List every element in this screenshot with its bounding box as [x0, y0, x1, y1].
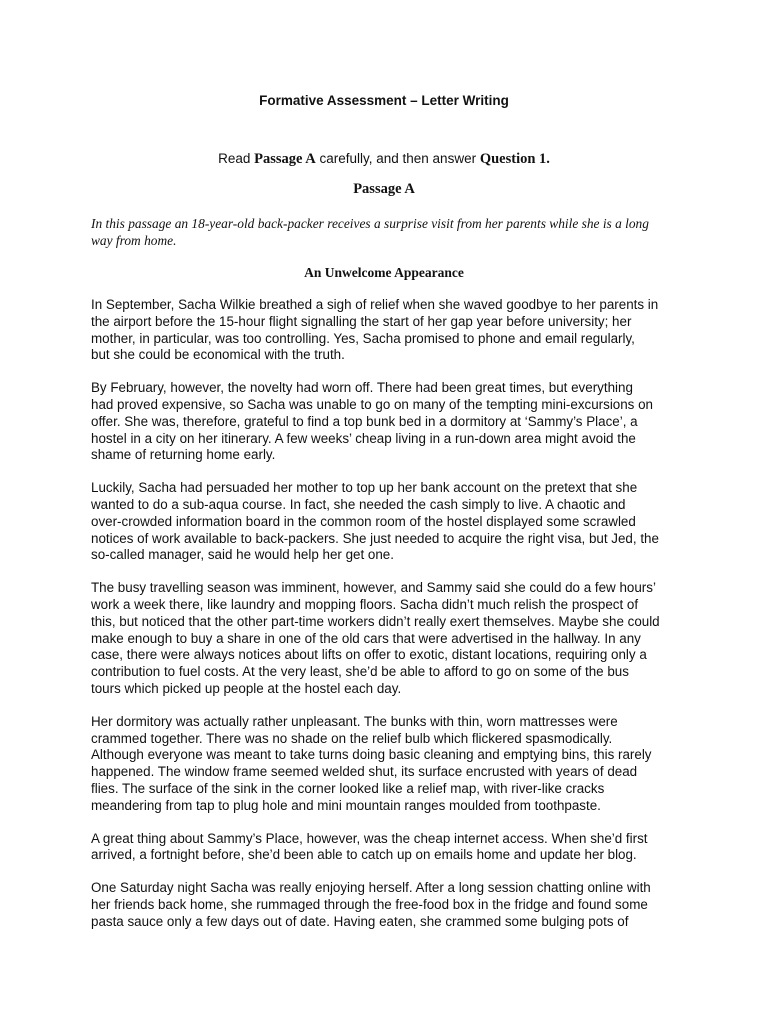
story-body [91, 297, 691, 947]
paragraph [91, 580, 691, 698]
text-line: One Saturday night Sacha was really enjoying herself. After a long session chatting online with [91, 880, 651, 896]
question-reference: Question 1. [479, 151, 550, 167]
text-line: the airport before the 15-hour flight signalling the start of her gap year before university; her [91, 313, 632, 329]
text-line: Her dormitory was actually rather unpleasant. The bunks with thin, worn mattresses were [91, 713, 618, 729]
document-title: Formative Assessment – Letter Writing [259, 93, 509, 108]
instruction-text-middle: carefully, and then answer [315, 151, 480, 166]
text-line: her friends back home, she rummaged through the free-food box in the fridge and found some [91, 896, 648, 912]
text-line: crammed together. There was no shade on the relief bulb which flickered spasmodically. [91, 730, 613, 746]
text-line: tours which picked up people at the hostel each day. [91, 680, 402, 696]
text-line: In September, Sacha Wilkie breathed a sigh of relief when she waved goodbye to her parents in [91, 297, 659, 312]
text-line: case, there were always notices about lifts on offer to exotic, distant locations, requiring only a [91, 647, 647, 663]
instruction-text-start: Read [218, 151, 255, 166]
passage-reference: Passage A [254, 151, 316, 167]
text-line: arrived, a fortnight before, she’d been able to catch up on emails home and update her blog. [91, 847, 637, 863]
text-line: wanted to do a sub-aqua course. In fact, she needed the cash simply to live. A chaotic and [91, 496, 626, 512]
text-line: so-called manager, said he would help her get one. [91, 547, 394, 563]
intro-line: way from home. [91, 233, 177, 248]
paragraph [91, 380, 691, 464]
text-line: happened. The window frame seemed welded shut, its surface encrusted with years of dead [91, 764, 638, 780]
paragraph [91, 480, 691, 564]
text-line: make enough to buy a share in one of the old cars that were advertised in the hallway. In any [91, 630, 641, 646]
text-line: meandering from tap to plug hole and mini mountain ranges moulded from toothpaste. [91, 797, 601, 813]
text-line: flies. The surface of the sink in the corner looked like a relief map, with river-like cracks [91, 780, 605, 796]
story-title: An Unwelcome Appearance [304, 265, 464, 280]
text-line: had proved expensive, so Sacha was unable to go on many of the tempting mini-excursions on [91, 396, 653, 412]
paragraph [91, 880, 691, 930]
text-line: hostel in a city on her itinerary. A few weeks’ cheap living in a run-down area might avoid the [91, 430, 636, 446]
text-line: A great thing about Sammy’s Place, however, was the cheap internet access. When she’d first [91, 830, 648, 846]
paragraph [91, 714, 691, 815]
text-line: offer. She was, therefore, grateful to find a top bunk bed in a dormitory at ‘Sammy’s Place’, a [91, 413, 638, 429]
text-line: pasta sauce only a few days out of date. Having eaten, she crammed some bulging pots of [91, 913, 629, 929]
text-line: over-crowded information board in the common room of the hostel displayed some scrawled [91, 513, 636, 529]
text-line: By February, however, the novelty had worn off. There had been great times, but everything [91, 380, 633, 396]
text-line: contribution to fuel costs. At the very least, she’d be able to afford to go on some of the bus [91, 664, 629, 680]
paragraph [91, 831, 691, 865]
passage-label: Passage A [353, 181, 415, 197]
paragraph [91, 297, 691, 364]
text-line: The busy travelling season was imminent, however, and Sammy said she could do a few hours’ [91, 580, 656, 596]
text-line: Luckily, Sacha had persuaded her mother to top up her bank account on the pretext that she [91, 480, 638, 496]
instruction-line [0, 150, 768, 168]
intro-line: In this passage an 18-year-old back-packer receives a surprise visit from her parents while she is a long [91, 216, 649, 231]
passage-intro [91, 215, 681, 249]
text-line: work a week there, like laundry and mopping floors. Sacha didn’t much relish the prospect of [91, 596, 639, 612]
text-line: Although everyone was meant to take turns doing basic cleaning and emptying bins, this rarely [91, 747, 652, 763]
text-line: mother, in particular, was too controlling. Yes, Sacha promised to phone and email regularly, [91, 330, 635, 346]
text-line: notices of work available to back-packers. She just needed to acquire the right visa, but Jed, the [91, 530, 659, 546]
text-line: shame of returning home early. [91, 447, 276, 463]
text-line: but she could be economical with the truth. [91, 347, 345, 363]
text-line: this, but noticed that the other part-time workers didn’t really exert themselves. Maybe she could [91, 613, 660, 629]
